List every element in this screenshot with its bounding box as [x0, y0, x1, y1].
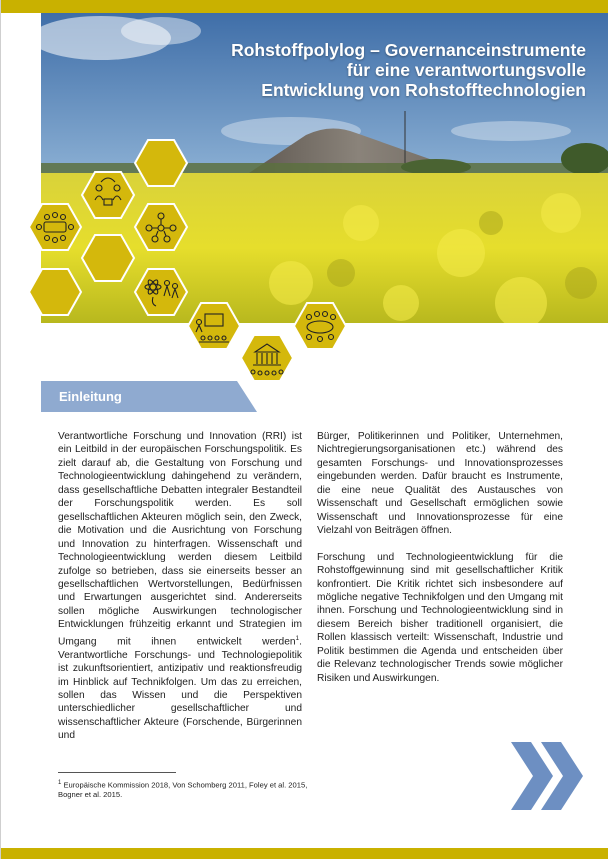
body-paragraph: Bürger, Politikerinnen und Politiker, Unternehmen, Nichtregierungsorganisationen etc.) während des gesamten Forschungs- und Innovationsprozesses eingebunden werden. Dafür braucht es Instrumente, die eine neue Qualität des Austausches von Wissenschaft und Gesellschaft ermöglichen sowie Wissenschaft und Innovationsprozesse für eine Vielzahl von Beiträgen öffnen.	[317, 431, 563, 537]
body-column-right	[317, 430, 563, 698]
footnote-text: Europäische Kommission 2018, Von Schomberg 2011, Foley et al. 2015, Bogner et al. 2015.	[58, 780, 308, 800]
title-line-3: Entwicklung von Rohstofftechnologien	[261, 80, 586, 100]
parliament-icon	[251, 344, 283, 375]
footnote-number: 1	[58, 780, 62, 786]
body-column-left	[58, 430, 302, 756]
hexagon-parliament	[241, 335, 293, 381]
section-heading: Einleitung	[59, 389, 122, 404]
footnote-reference: 1	[295, 634, 300, 642]
body-paragraph	[58, 430, 302, 743]
footnote	[58, 779, 308, 800]
footnote-divider	[58, 772, 176, 773]
document-title	[166, 40, 586, 100]
title-line-1: Rohstoffpolylog – Governanceinstrumente	[231, 40, 586, 60]
body-paragraph: Forschung und Technologieentwicklung für die Rohstoffgewinnung sind mit gesellschaftlicher Kritik konfrontiert. Die Kritik richtet sich insbesondere auf mögliche negative Technikfolgen und den Umgang mit ihnen. Forschung und Technologieentwicklung sind in diesem Bereich bisher traditionell organisiert, die Rollen klassisch verteilt: Wissenschaft, Industrie und Politik bestimmen die Agenda und entscheiden über die Relevanz technologischer Trends sowie möglicher Risiken und Auswirkungen.	[317, 551, 563, 684]
top-accent-bar	[1, 0, 608, 13]
bottom-accent-bar	[1, 848, 608, 859]
paragraph-text-part-2: . Verantwortliche Forschungs- und Technologiepolitik ist zukunftsorientiert, antizipativ und reaktionsfreudig im Hinblick auf Technikfolgen. Um das zu erreichen, sollen das Wissen und die Perspektiven unterschiedlicher gesellschaftlicher und wissenschaftlicher Akteure (Forschende, Bürgerinnen und	[58, 636, 302, 742]
next-page-chevron-icon	[511, 742, 586, 810]
title-line-2: für eine verantwortungsvolle	[346, 60, 586, 80]
paragraph-text-part-1: Verantwortliche Forschung und Innovation (RRI) ist ein Leitbild in der europäischen Forschungspolitik. Es zielt darauf ab, die Gestaltung von Forschung und Technologieentwicklung dahingehend zu verändern, dass gesellschaftliche Debatten integraler Bestandteil der Forschungspolitik werden. Es soll gesellschaftlichen Akteuren möglich sein, den Zweck, die Motivation und die Ausrichtung von Forschung und Innovation zu hinterfragen. Wissenschaft und Technologieentwicklung werden diesem Leitbild zufolge so betrieben, dass sie einerseits besser an gesellschaftlichen Wertvorstellungen, Bedürfnissen und Erwartungen ausgerichtet sind. Andererseits sollen mögliche Auswirkungen technologischer Entwicklungen frühzeitig erkannt und Strategien im Umgang mit ihnen entwickelt werden	[58, 431, 302, 648]
